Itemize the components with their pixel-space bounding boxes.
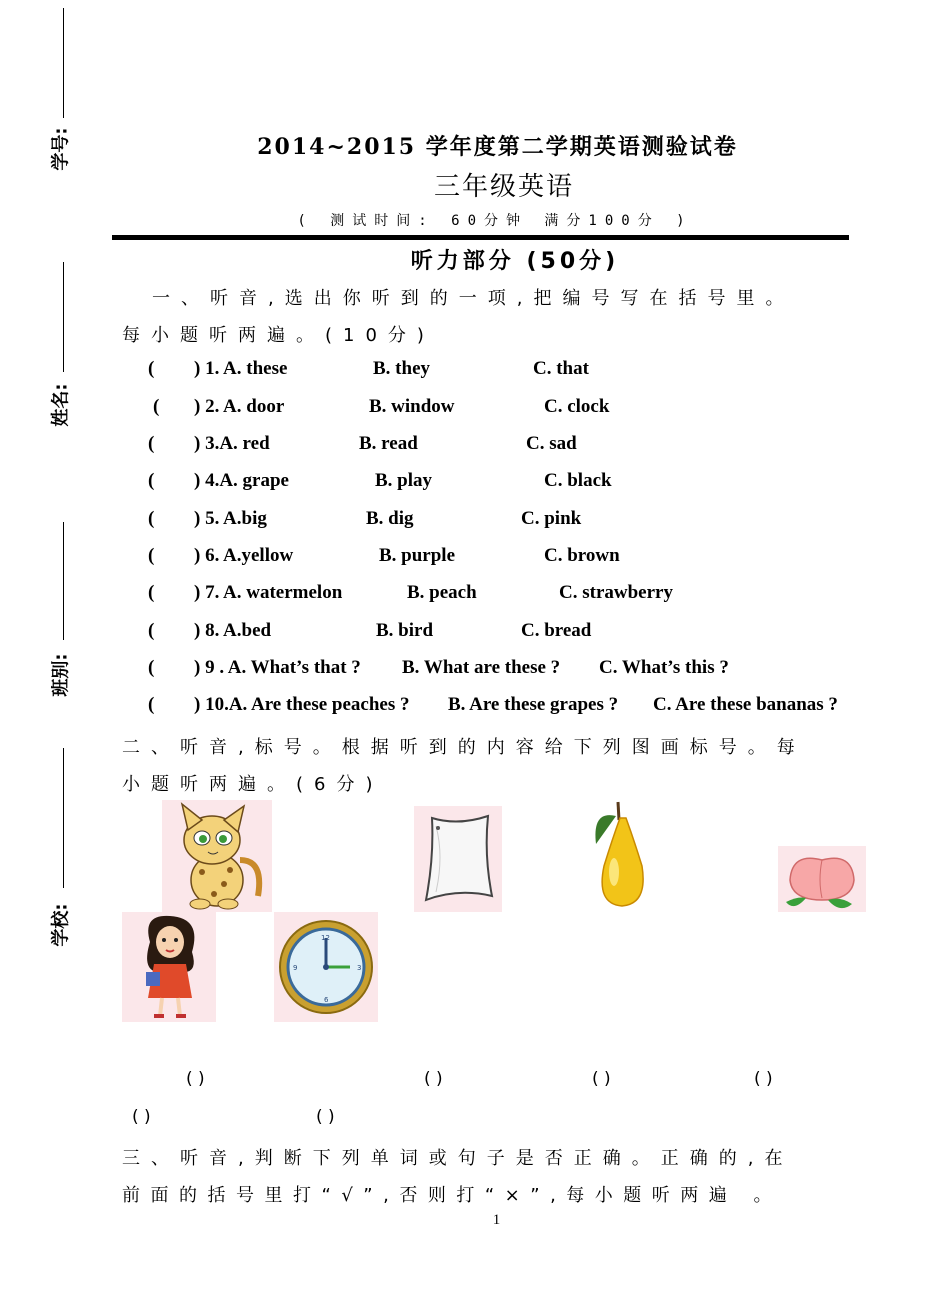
part1-instruction-1: 一、听音,选出你听到的一项,把编号写在括号里。 <box>152 288 795 309</box>
picture-answer-blank[interactable]: ( ) <box>132 1107 151 1127</box>
part2-instruction-2: 小题听两遍。(6分) <box>122 774 384 795</box>
picture-answer-blank[interactable]: ( ) <box>754 1069 773 1089</box>
picture-answer-blank[interactable]: ( ) <box>316 1107 335 1127</box>
question-option-c: C. strawberry <box>559 582 673 603</box>
question-option-c: C. black <box>544 470 612 491</box>
question-option-c: C. bread <box>521 620 592 641</box>
question-option-b: B. play <box>375 470 433 491</box>
question-option-a: ) 6. A.yellow <box>194 545 294 566</box>
answer-paren[interactable]: ( <box>148 470 155 491</box>
exam-subtitle: 三年级英语 <box>433 172 574 202</box>
question-option-b: B. they <box>373 358 430 379</box>
question-option-c: C. What’s this ? <box>599 657 729 678</box>
svg-text:3: 3 <box>357 964 362 972</box>
girl-picture <box>122 912 216 1022</box>
question-option-a: ) 2. A. door <box>194 396 285 417</box>
part1-instruction-2: 每小题听两遍。(10分) <box>122 325 435 346</box>
question-option-a: ) 5. A.big <box>194 508 267 529</box>
margin-line-1 <box>63 8 64 118</box>
class-label: 班别: <box>50 653 72 697</box>
part3-instruction-2: 前面的括号里打“√”,否则打“×”,每小题听两遍 。 <box>122 1185 783 1206</box>
question-option-a: ) 4.A. grape <box>194 470 289 491</box>
answer-paren[interactable]: ( <box>148 545 155 566</box>
answer-paren[interactable]: ( <box>148 694 155 715</box>
question-option-b: B. peach <box>407 582 477 603</box>
question-option-b: B. bird <box>376 620 434 641</box>
margin-line-2 <box>63 262 64 372</box>
question-option-a: ) 8. A.bed <box>194 620 272 641</box>
picture-answer-blank[interactable]: ( ) <box>424 1069 443 1089</box>
svg-text:6: 6 <box>324 996 329 1004</box>
question-option-c: C. clock <box>544 396 610 417</box>
question-option-b: B. read <box>359 433 418 454</box>
section-heading: 听力部分 (50分) <box>410 249 620 274</box>
margin-line-4 <box>63 748 64 888</box>
picture-answer-blank[interactable]: ( ) <box>186 1069 205 1089</box>
exam-meta: ( 测试时间: 60分钟 满分100分 ) <box>297 213 693 229</box>
question-option-c: C. that <box>533 358 589 379</box>
margin-line-3 <box>63 522 64 640</box>
part2-instruction-1: 二、听音,标号。根据听到的内容给下列图画标号。每 <box>122 737 806 758</box>
exam-title: 2014~2015 学年度第二学期英语测验试卷 <box>257 134 738 160</box>
answer-paren[interactable]: ( <box>148 620 155 641</box>
answer-paren[interactable]: ( <box>148 508 155 529</box>
question-option-b: B. Are these grapes ? <box>448 694 619 715</box>
cat-picture <box>162 800 272 912</box>
part3-instruction-1: 三、听音,判断下列单词或句子是否正确。正确的,在 <box>122 1148 794 1169</box>
clock-picture <box>274 912 378 1022</box>
question-option-b: B. What are these ? <box>402 657 561 678</box>
student-no-label: 学号: <box>50 127 72 171</box>
question-option-a: ) 3.A. red <box>194 433 270 454</box>
answer-paren[interactable]: ( <box>148 657 155 678</box>
question-option-c: C. pink <box>521 508 582 529</box>
question-option-b: B. dig <box>366 508 414 529</box>
page-number: 1 <box>492 1212 501 1228</box>
name-label: 姓名: <box>50 383 72 427</box>
svg-text:12: 12 <box>321 934 330 942</box>
question-option-a: ) 7. A. watermelon <box>194 582 343 603</box>
question-option-b: B. purple <box>379 545 456 566</box>
picture-answer-blank[interactable]: ( ) <box>592 1069 611 1089</box>
answer-paren[interactable]: ( <box>153 396 160 417</box>
question-option-a: ) 10.A. Are these peaches ? <box>194 694 410 715</box>
pillow-picture <box>414 806 502 912</box>
answer-paren[interactable]: ( <box>148 582 155 603</box>
answer-paren[interactable]: ( <box>148 358 155 379</box>
question-option-c: C. brown <box>544 545 620 566</box>
question-option-b: B. window <box>369 396 455 417</box>
question-option-c: C. Are these bananas ? <box>653 694 838 715</box>
pear-picture <box>588 800 648 912</box>
answer-paren[interactable]: ( <box>148 433 155 454</box>
question-option-c: C. sad <box>526 433 577 454</box>
question-option-a: ) 1. A. these <box>194 358 288 379</box>
header-rule <box>112 235 849 240</box>
question-option-a: ) 9 . A. What’s that ? <box>194 657 361 678</box>
peach-picture <box>778 846 866 912</box>
svg-text:9: 9 <box>293 964 298 972</box>
school-label: 学校: <box>50 903 72 947</box>
